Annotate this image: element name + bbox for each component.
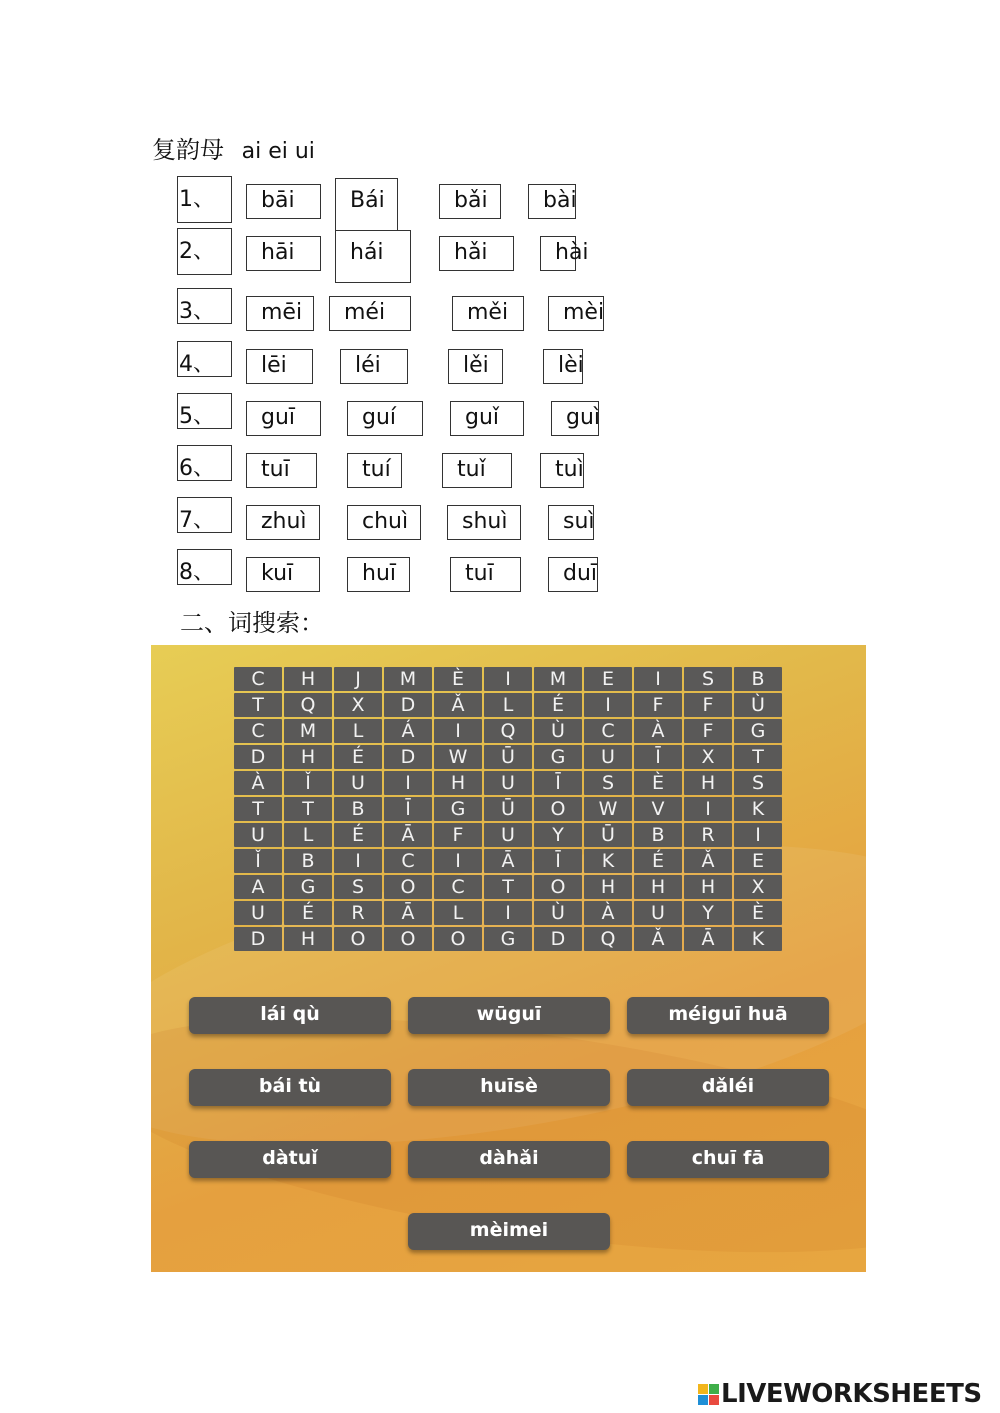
grid-letter[interactable]: Q	[284, 693, 332, 717]
grid-letter[interactable]: G	[434, 797, 482, 821]
grid-letter[interactable]: O	[384, 927, 432, 951]
grid-letter[interactable]: U	[484, 823, 532, 847]
grid-letter[interactable]: H	[434, 771, 482, 795]
question-number: 6、	[177, 445, 232, 481]
word-button[interactable]: lái qù	[189, 997, 391, 1034]
pinyin-option-box[interactable]: lěi	[448, 349, 503, 384]
grid-letter[interactable]: Á	[384, 719, 432, 743]
pinyin-option-box[interactable]: guǐ	[450, 401, 524, 436]
grid-letter[interactable]: I	[434, 849, 482, 873]
grid-letter[interactable]: X	[334, 693, 382, 717]
question-number: 3、	[177, 288, 232, 324]
grid-letter[interactable]: É	[334, 823, 382, 847]
grid-letter[interactable]: F	[684, 693, 732, 717]
word-button[interactable]: dàtuǐ	[189, 1141, 391, 1178]
grid-letter[interactable]: Ī	[534, 771, 582, 795]
grid-letter[interactable]: I	[484, 667, 532, 691]
pinyin-option-box[interactable]: chuì	[347, 505, 421, 540]
grid-letter[interactable]: E	[734, 849, 782, 873]
grid-letter[interactable]: Ù	[534, 719, 582, 743]
word-button[interactable]: mèimei	[408, 1213, 610, 1250]
grid-letter[interactable]: É	[534, 693, 582, 717]
pinyin-option-box[interactable]: guí	[347, 401, 423, 436]
grid-letter[interactable]: É	[284, 901, 332, 925]
grid-letter[interactable]: Ī	[384, 797, 432, 821]
grid-letter[interactable]: Ǎ	[684, 849, 732, 873]
pinyin-option-box[interactable]: suì	[548, 505, 594, 540]
grid-letter[interactable]: M	[534, 667, 582, 691]
grid-letter[interactable]: O	[334, 927, 382, 951]
logo-icon	[698, 1384, 719, 1405]
grid-letter[interactable]: É	[334, 745, 382, 769]
pinyin-option-box[interactable]: méi	[329, 296, 411, 331]
grid-letter[interactable]: D	[234, 927, 282, 951]
grid-letter[interactable]: X	[734, 875, 782, 899]
grid-letter[interactable]: E	[584, 667, 632, 691]
grid-letter[interactable]: Ī	[534, 849, 582, 873]
grid-letter[interactable]: Q	[484, 719, 532, 743]
grid-letter[interactable]: F	[434, 823, 482, 847]
grid-letter[interactable]: B	[734, 667, 782, 691]
pinyin-option-box[interactable]: duī	[548, 557, 598, 592]
question-number: 5、	[177, 393, 232, 429]
page-title	[152, 130, 315, 165]
grid-letter[interactable]: I	[334, 849, 382, 873]
grid-letter[interactable]: S	[684, 667, 732, 691]
logo-square	[698, 1384, 708, 1394]
grid-letter[interactable]: J	[334, 667, 382, 691]
grid-letter[interactable]: Y	[684, 901, 732, 925]
grid-letter[interactable]: V	[634, 797, 682, 821]
grid-letter[interactable]: W	[584, 797, 632, 821]
grid-letter[interactable]: É	[634, 849, 682, 873]
grid-letter[interactable]: I	[584, 693, 632, 717]
grid-letter[interactable]: I	[734, 823, 782, 847]
grid-letter[interactable]: G	[734, 719, 782, 743]
pinyin-option-box[interactable]: guī	[246, 401, 321, 436]
grid-letter[interactable]: Ī	[634, 745, 682, 769]
grid-letter[interactable]: U	[234, 823, 282, 847]
grid-letter[interactable]: Ǎ	[434, 693, 482, 717]
grid-letter[interactable]: C	[384, 849, 432, 873]
grid-letter[interactable]: C	[584, 719, 632, 743]
pinyin-option-box[interactable]: bāi	[246, 184, 321, 219]
grid-letter[interactable]: B	[284, 849, 332, 873]
grid-letter[interactable]: À	[634, 719, 682, 743]
grid-letter[interactable]: O	[534, 797, 582, 821]
pinyin-option-box[interactable]: tuí	[347, 453, 402, 488]
grid-letter[interactable]: M	[384, 667, 432, 691]
grid-letter[interactable]: H	[284, 745, 332, 769]
grid-letter[interactable]: T	[284, 797, 332, 821]
grid-letter[interactable]: Ā	[684, 927, 732, 951]
grid-letter[interactable]: D	[234, 745, 282, 769]
pinyin-option-box[interactable]: shuì	[447, 505, 521, 540]
grid-letter[interactable]: S	[734, 771, 782, 795]
grid-letter[interactable]: I	[634, 667, 682, 691]
word-button[interactable]: chuī fā	[627, 1141, 829, 1178]
grid-letter[interactable]: Ǐ	[284, 771, 332, 795]
grid-letter[interactable]: L	[334, 719, 382, 743]
grid-letter[interactable]: G	[284, 875, 332, 899]
pinyin-option-box[interactable]: kuī	[246, 557, 320, 592]
grid-letter[interactable]: È	[734, 901, 782, 925]
grid-letter[interactable]: Ū	[584, 823, 632, 847]
grid-letter[interactable]: I	[434, 719, 482, 743]
grid-letter[interactable]: Y	[534, 823, 582, 847]
grid-letter[interactable]: O	[534, 875, 582, 899]
grid-letter[interactable]: Ǎ	[634, 927, 682, 951]
word-button[interactable]: huīsè	[408, 1069, 610, 1106]
grid-letter[interactable]: G	[534, 745, 582, 769]
grid-letter[interactable]: H	[284, 667, 332, 691]
grid-letter[interactable]: L	[434, 901, 482, 925]
grid-letter[interactable]: I	[384, 771, 432, 795]
grid-letter[interactable]: Ā	[484, 849, 532, 873]
pinyin-option-box[interactable]: tuǐ	[442, 453, 512, 488]
grid-letter[interactable]: T	[234, 693, 282, 717]
grid-letter[interactable]: D	[384, 745, 432, 769]
grid-letter[interactable]: U	[234, 901, 282, 925]
grid-letter[interactable]: B	[634, 823, 682, 847]
title-chinese: 复韵母	[152, 136, 224, 164]
grid-letter[interactable]: S	[584, 771, 632, 795]
word-button[interactable]: dàhǎi	[408, 1141, 610, 1178]
pinyin-option-box[interactable]: léi	[340, 349, 408, 384]
grid-letter[interactable]: F	[634, 693, 682, 717]
word-button[interactable]: wūguī	[408, 997, 610, 1034]
grid-letter[interactable]: È	[434, 667, 482, 691]
grid-letter[interactable]: C	[234, 719, 282, 743]
question-number: 8、	[177, 549, 232, 585]
grid-letter[interactable]: D	[384, 693, 432, 717]
logo-square	[698, 1395, 708, 1405]
grid-letter[interactable]: W	[434, 745, 482, 769]
grid-letter[interactable]: U	[334, 771, 382, 795]
pinyin-option-box[interactable]: hāi	[246, 236, 321, 271]
grid-letter[interactable]: M	[284, 719, 332, 743]
question-number: 1、	[177, 176, 232, 223]
grid-letter[interactable]: T	[234, 797, 282, 821]
grid-letter[interactable]: Ū	[484, 797, 532, 821]
grid-letter[interactable]: B	[334, 797, 382, 821]
grid-letter[interactable]: H	[684, 875, 732, 899]
pinyin-option-box[interactable]: hái	[335, 230, 411, 283]
grid-letter[interactable]: K	[734, 797, 782, 821]
grid-letter[interactable]: A	[234, 875, 282, 899]
pinyin-option-box[interactable]: tuī	[450, 557, 521, 592]
grid-letter[interactable]: K	[584, 849, 632, 873]
grid-letter[interactable]: S	[334, 875, 382, 899]
pinyin-option-box[interactable]: mèi	[548, 296, 604, 331]
pinyin-option-box[interactable]: bài	[528, 184, 576, 219]
question-number: 2、	[177, 228, 232, 275]
grid-letter[interactable]: È	[634, 771, 682, 795]
word-button[interactable]: bái tù	[189, 1069, 391, 1106]
pinyin-option-box[interactable]: měi	[452, 296, 524, 331]
logo-square	[709, 1395, 719, 1405]
pinyin-option-box[interactable]: guì	[551, 401, 599, 436]
pinyin-option-box[interactable]: lēi	[246, 349, 313, 384]
grid-letter[interactable]: Ù	[534, 901, 582, 925]
grid-letter[interactable]: H	[684, 771, 732, 795]
grid-letter[interactable]: Ā	[384, 823, 432, 847]
grid-letter[interactable]: À	[234, 771, 282, 795]
word-search-panel	[151, 645, 866, 1272]
liveworksheets-logo	[698, 1379, 982, 1409]
grid-letter[interactable]: À	[584, 901, 632, 925]
word-button[interactable]: méiguī huā	[627, 997, 829, 1034]
question-number: 7、	[177, 497, 232, 533]
grid-letter[interactable]: I	[484, 901, 532, 925]
grid-letter[interactable]: R	[684, 823, 732, 847]
grid-letter[interactable]: U	[484, 771, 532, 795]
grid-letter[interactable]: U	[584, 745, 632, 769]
grid-letter[interactable]: R	[334, 901, 382, 925]
pinyin-option-box[interactable]: huī	[347, 557, 410, 592]
grid-letter[interactable]: T	[484, 875, 532, 899]
grid-letter[interactable]: L	[284, 823, 332, 847]
grid-letter[interactable]: I	[684, 797, 732, 821]
logo-square	[709, 1384, 719, 1394]
grid-letter[interactable]: H	[284, 927, 332, 951]
pinyin-option-box[interactable]: tuì	[540, 453, 584, 488]
grid-letter[interactable]: Q	[584, 927, 632, 951]
grid-letter[interactable]: C	[434, 875, 482, 899]
grid-letter[interactable]: D	[534, 927, 582, 951]
grid-letter[interactable]: Ū	[484, 745, 532, 769]
title-pinyin: ai ei ui	[241, 139, 315, 164]
grid-letter[interactable]: Ǐ	[234, 849, 282, 873]
grid-letter[interactable]: H	[584, 875, 632, 899]
word-button[interactable]: dǎléi	[627, 1069, 829, 1106]
grid-letter[interactable]: K	[734, 927, 782, 951]
grid-letter[interactable]: T	[734, 745, 782, 769]
pinyin-option-box[interactable]: tuī	[246, 453, 317, 488]
grid-letter[interactable]: F	[684, 719, 732, 743]
grid-letter[interactable]: H	[634, 875, 682, 899]
letter-grid	[234, 667, 782, 951]
pinyin-option-box[interactable]: mēi	[246, 296, 314, 331]
brand-name: LIVEWORKSHEETS	[721, 1379, 982, 1409]
grid-letter[interactable]: O	[434, 927, 482, 951]
pinyin-option-box[interactable]: hǎi	[439, 236, 514, 271]
section-2-title: 二、词搜索：	[180, 609, 324, 637]
pinyin-option-box[interactable]: hài	[540, 236, 576, 271]
grid-letter[interactable]: X	[684, 745, 732, 769]
grid-letter[interactable]: G	[484, 927, 532, 951]
grid-letter[interactable]: O	[384, 875, 432, 899]
grid-letter[interactable]: C	[234, 667, 282, 691]
grid-letter[interactable]: Ā	[384, 901, 432, 925]
pinyin-option-box[interactable]: zhuì	[246, 505, 320, 540]
pinyin-option-box[interactable]: lèi	[543, 349, 583, 384]
pinyin-option-box[interactable]: bǎi	[439, 184, 501, 219]
pinyin-option-box[interactable]: Bái	[335, 178, 398, 231]
grid-letter[interactable]: U	[634, 901, 682, 925]
grid-letter[interactable]: L	[484, 693, 532, 717]
grid-letter[interactable]: Ù	[734, 693, 782, 717]
question-number: 4、	[177, 341, 232, 377]
